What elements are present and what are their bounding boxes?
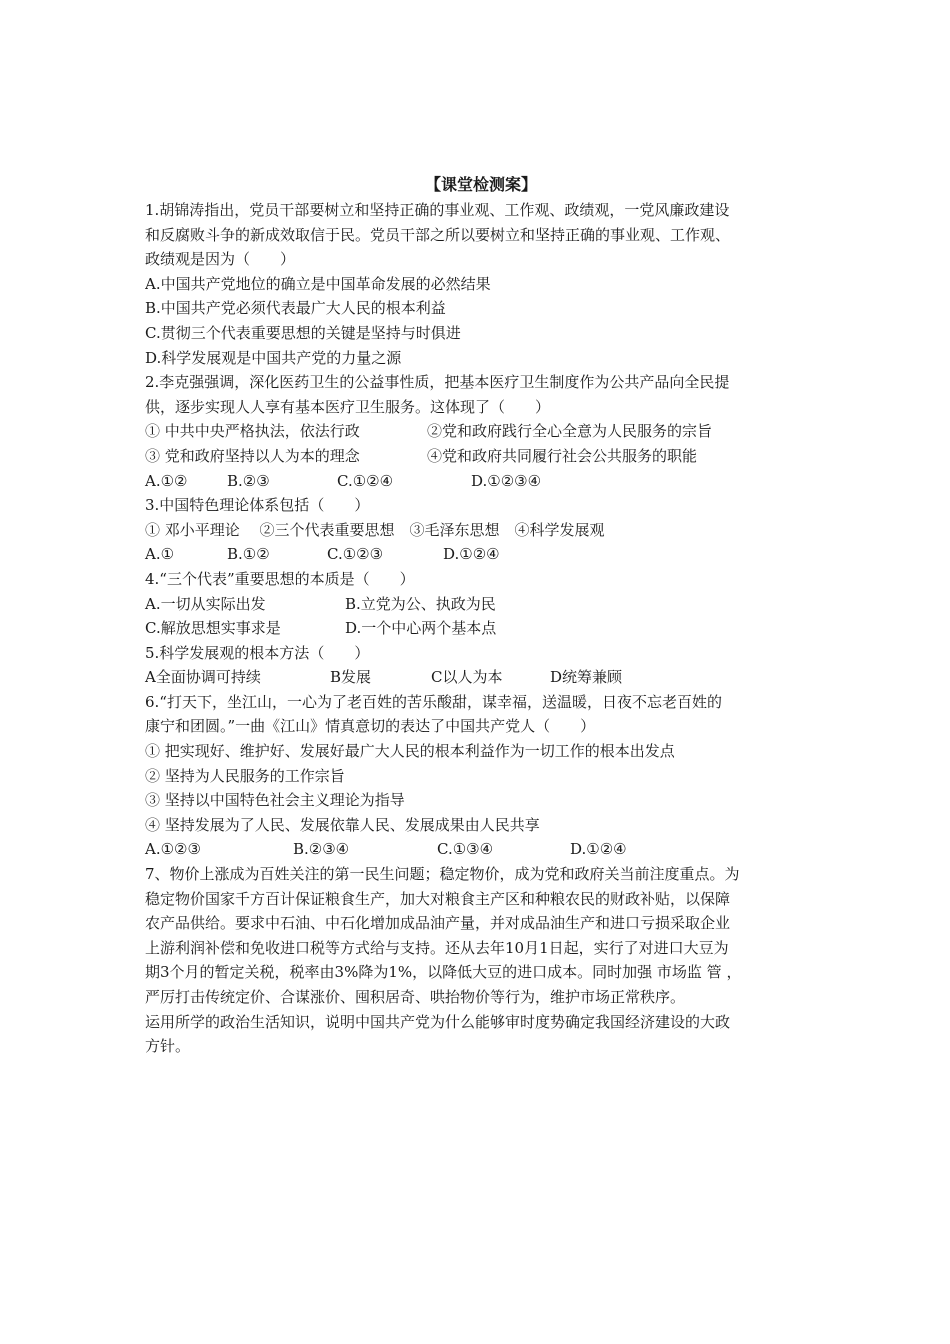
q4-options-row bbox=[145, 592, 817, 617]
q6-answer-d: D.①②④ bbox=[570, 840, 627, 859]
q2-items-row bbox=[145, 419, 817, 444]
q4-option-d: D.一个中心两个基本点 bbox=[345, 619, 497, 638]
q6-answer-a: A.①②③ bbox=[145, 840, 201, 859]
q1-stem-line: 1.胡锦涛指出，党员干部要树立和坚持正确的事业观、工作观、政绩观，一党风廉政建设 bbox=[145, 201, 730, 219]
q6-stem-line: 康宁和团圆。”一曲《江山》情真意切的表达了中国共产党人（ ） bbox=[145, 717, 596, 736]
question-1 bbox=[145, 198, 817, 370]
q4-option-b: B.立党为公、执政为民 bbox=[345, 594, 496, 613]
q6-answer-b: B.②③④ bbox=[293, 840, 350, 859]
q3-answer-b: B.①② bbox=[227, 545, 270, 564]
q6-item-3: ③ 坚持以中国特色社会主义理论为指导 bbox=[145, 791, 405, 810]
q1-option-c: C.贯彻三个代表重要思想的关键是坚持与时俱进 bbox=[145, 323, 461, 342]
q2-items-row bbox=[145, 444, 817, 469]
page-title: 【课堂检测案】 bbox=[424, 175, 537, 194]
q2-item-2: ②党和政府践行全心全意为人民服务的宗旨 bbox=[427, 422, 713, 441]
q5-stem: 5.科学发展观的根本方法（ ） bbox=[145, 643, 370, 662]
q1-stem-line: 和反腐败斗争的新成效取信于民。党员干部之所以要树立和坚持正确的事业观、工作观、 bbox=[145, 225, 731, 244]
q4-option-c: C.解放思想实事求是 bbox=[145, 619, 281, 638]
q5-answer-d: D统筹兼顾 bbox=[550, 668, 623, 687]
q6-item-1: ① 把实现好、维护好、发展好最广大人民的根本利益作为一切工作的根本出发点 bbox=[145, 742, 675, 761]
q3-items: ① 邓小平理论 ②三个代表重要思想 ③毛泽东思想 ④科学发展观 bbox=[145, 520, 605, 539]
q7-line: 上游利润补偿和免收进口税等方式给与支持。还从去年10月1日起，实行了对进口大豆为 bbox=[145, 938, 729, 957]
q2-answer-c: C.①②④ bbox=[337, 471, 394, 490]
q2-answers-row bbox=[145, 469, 817, 494]
q2-answer-b: B.②③ bbox=[227, 471, 270, 490]
q2-item-3: ③ 党和政府坚持以人为本的理念 bbox=[145, 446, 360, 465]
q4-option-a: A.一切从实际出发 bbox=[145, 594, 266, 613]
q6-stem-line: 6.“打天下，坐江山，一心为了老百姓的苦乐酸甜，谋幸福，送温暖，日夜不忘老百姓的 bbox=[145, 692, 722, 711]
q7-line: 期3个月的暂定关税，税率由3%降为1%，以降低大豆的进口成本。同时加强 市场监 管 ， bbox=[145, 963, 742, 982]
q6-item-4: ④ 坚持发展为了人民、发展依靠人民、发展成果由人民共享 bbox=[145, 815, 540, 834]
q2-item-4: ④党和政府共同履行社会公共服务的职能 bbox=[427, 446, 698, 465]
q5-answer-c: C以人为本 bbox=[431, 668, 503, 687]
q1-option-d: D.科学发展观是中国共产党的力量之源 bbox=[145, 348, 402, 367]
q2-item-1: ① 中共中央严格执法，依法行政 bbox=[145, 422, 360, 441]
q7-line: 农产品供给。要求中石油、中石化增加成品油产量，并对成品油生产和进口亏损采取企业 bbox=[145, 914, 731, 933]
q3-answer-a: A.① bbox=[145, 545, 175, 564]
q1-option-a: A.中国共产党地位的确立是中国革命发展的必然结果 bbox=[145, 274, 491, 293]
q5-answer-a: A全面协调可持续 bbox=[145, 668, 261, 687]
q5-answers-row bbox=[145, 665, 817, 690]
q4-stem: 4.“三个代表”重要思想的本质是（ ） bbox=[145, 569, 415, 588]
question-5 bbox=[145, 641, 817, 690]
question-7 bbox=[145, 862, 817, 1059]
q6-answer-c: C.①③④ bbox=[437, 840, 494, 859]
q6-item-2: ② 坚持为人民服务的工作宗旨 bbox=[145, 766, 345, 785]
q3-stem: 3.中国特色理论体系包括（ ） bbox=[145, 496, 370, 515]
q7-line: 稳定物价国家千方百计保证粮食生产，加大对粮食主产区和种粮农民的财政补贴，以保障 bbox=[145, 889, 731, 908]
question-3 bbox=[145, 493, 817, 567]
q2-stem-line: 2.李克强强调，深化医药卫生的公益事性质，把基本医疗卫生制度作为公共产品向全民提 bbox=[145, 373, 730, 392]
q6-answers-row bbox=[145, 837, 817, 862]
q1-option-b: B.中国共产党必须代表最广大人民的根本利益 bbox=[145, 299, 446, 318]
q7-line: 严厉打击传统定价、合谋涨价、囤积居奇、哄抬物价等行为，维护市场正常秩序。 bbox=[145, 988, 686, 1006]
q7-question-line: 运用所学的政治生活知识，说明中国共产党为什么能够审时度势确定我国经济建设的大政 bbox=[145, 1012, 731, 1031]
document-page bbox=[145, 172, 817, 1059]
question-2 bbox=[145, 370, 817, 493]
q2-answer-d: D.①②③④ bbox=[471, 471, 542, 490]
q2-answer-a: A.①② bbox=[145, 471, 188, 490]
q3-answer-d: D.①②④ bbox=[443, 545, 500, 564]
q3-answer-c: C.①②③ bbox=[327, 545, 384, 564]
question-6 bbox=[145, 690, 817, 862]
q7-line: 7、物价上涨成为百姓关注的第一民生问题；稳定物价，成为党和政府关当前注度重点。为 bbox=[145, 865, 740, 884]
question-4 bbox=[145, 567, 817, 641]
q3-answers-row bbox=[145, 542, 817, 567]
q1-stem-line: 政绩观是因为（ ） bbox=[145, 250, 296, 269]
q2-stem-line: 供，逐步实现人人享有基本医疗卫生服务。这体现了（ ） bbox=[145, 397, 551, 416]
q7-question-line: 方针。 bbox=[145, 1037, 191, 1056]
q4-options-row bbox=[145, 616, 817, 641]
q5-answer-b: B发展 bbox=[330, 668, 372, 687]
